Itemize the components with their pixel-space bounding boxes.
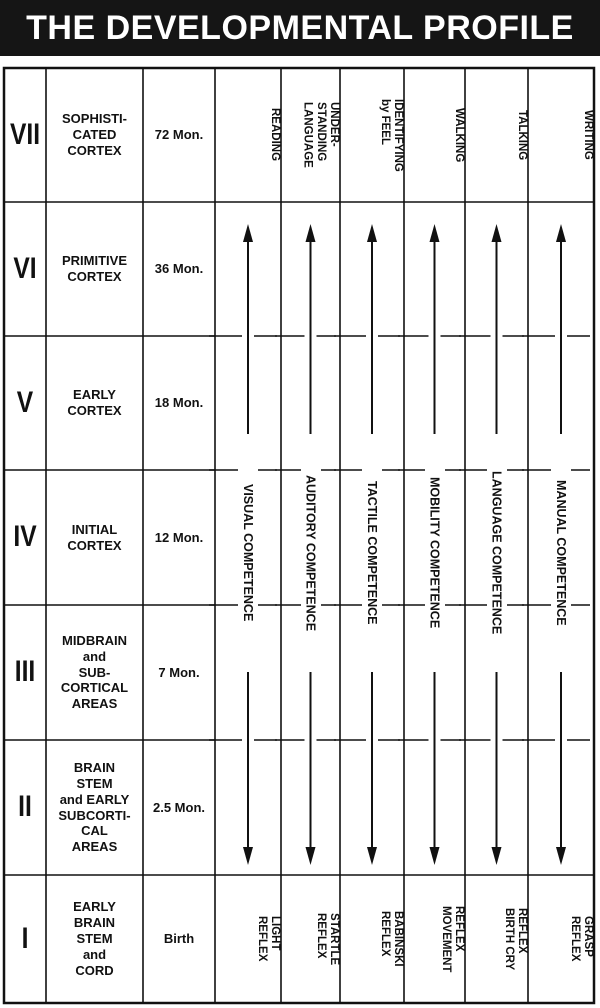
top-skill-label: READING bbox=[269, 108, 281, 162]
level-numeral: III bbox=[14, 655, 36, 689]
arrow-down-head bbox=[306, 847, 316, 865]
arrow-up-head bbox=[430, 224, 440, 242]
top-skill-label: UNDER- STANDING LANGUAGE bbox=[301, 102, 340, 168]
reflex-label: REFLEX BIRTH CRY bbox=[502, 907, 528, 971]
arrow-up-head bbox=[492, 224, 502, 242]
age-label: 7 Mon. bbox=[158, 664, 200, 680]
age-label: 36 Mon. bbox=[154, 261, 204, 277]
arrow-up-head bbox=[556, 224, 566, 242]
level-numeral: I bbox=[21, 921, 29, 955]
age-label: 2.5 Mon. bbox=[152, 799, 205, 815]
top-skill-label: WALKING bbox=[453, 107, 465, 163]
top-skill-label: TALKING bbox=[516, 109, 528, 161]
arrow-down-head bbox=[492, 847, 502, 865]
brain-area-label: PRIMITIVE CORTEX bbox=[61, 253, 127, 284]
arrow-down-head bbox=[243, 847, 253, 865]
level-numeral: VII bbox=[9, 117, 41, 151]
level-numeral: IV bbox=[13, 520, 37, 554]
level-numeral: V bbox=[16, 385, 34, 419]
competence-label: AUDITORY COMPETENCE bbox=[301, 434, 321, 672]
arrow-down-head bbox=[430, 847, 440, 865]
competence-label: TACTILE COMPETENCE bbox=[362, 434, 382, 672]
brain-area-label: EARLY CORTEX bbox=[67, 387, 122, 418]
competence-label: MANUAL COMPETENCE bbox=[551, 434, 571, 672]
brain-area-label: SOPHISTI- CATED CORTEX bbox=[61, 111, 127, 158]
brain-area-label: INITIAL CORTEX bbox=[67, 521, 122, 553]
competence-label: VISUAL COMPETENCE bbox=[238, 434, 258, 672]
age-label: Birth bbox=[163, 931, 195, 947]
arrow-down-head bbox=[367, 847, 377, 865]
level-numeral: VI bbox=[13, 251, 37, 285]
brain-area-label: BRAIN STEM and EARLY SUBCORTI- CAL AREAS bbox=[58, 759, 131, 855]
arrow-up-head bbox=[306, 224, 316, 242]
level-numeral: II bbox=[18, 790, 32, 824]
competence-label: MOBILITY COMPETENCE bbox=[425, 434, 445, 672]
brain-area-label: EARLY BRAIN STEM and CORD bbox=[73, 899, 116, 978]
reflex-label: GRASP REFLEX bbox=[568, 916, 594, 962]
age-label: 12 Mon. bbox=[154, 529, 204, 545]
top-skill-label: WRITING bbox=[582, 110, 594, 160]
arrow-down-head bbox=[556, 847, 566, 865]
reflex-label: REFLEX MOVEMENT bbox=[439, 905, 465, 973]
age-label: 18 Mon. bbox=[154, 395, 204, 411]
top-skill-label: IDENTIFYING by FEEL bbox=[378, 98, 404, 172]
arrow-up-head bbox=[243, 224, 253, 242]
arrow-up-head bbox=[367, 224, 377, 242]
age-label: 72 Mon. bbox=[154, 127, 204, 143]
brain-area-label: MIDBRAIN and SUB- CORTICAL AREAS bbox=[60, 632, 129, 712]
reflex-label: BABINSKI REFLEX bbox=[378, 911, 404, 967]
reflex-label: LIGHT REFLEX bbox=[255, 916, 281, 962]
competence-label: LANGUAGE COMPETENCE bbox=[487, 434, 507, 672]
page-title: THE DEVELOPMENTAL PROFILE bbox=[26, 9, 574, 47]
reflex-label: STARTLE REFLEX bbox=[314, 912, 340, 966]
